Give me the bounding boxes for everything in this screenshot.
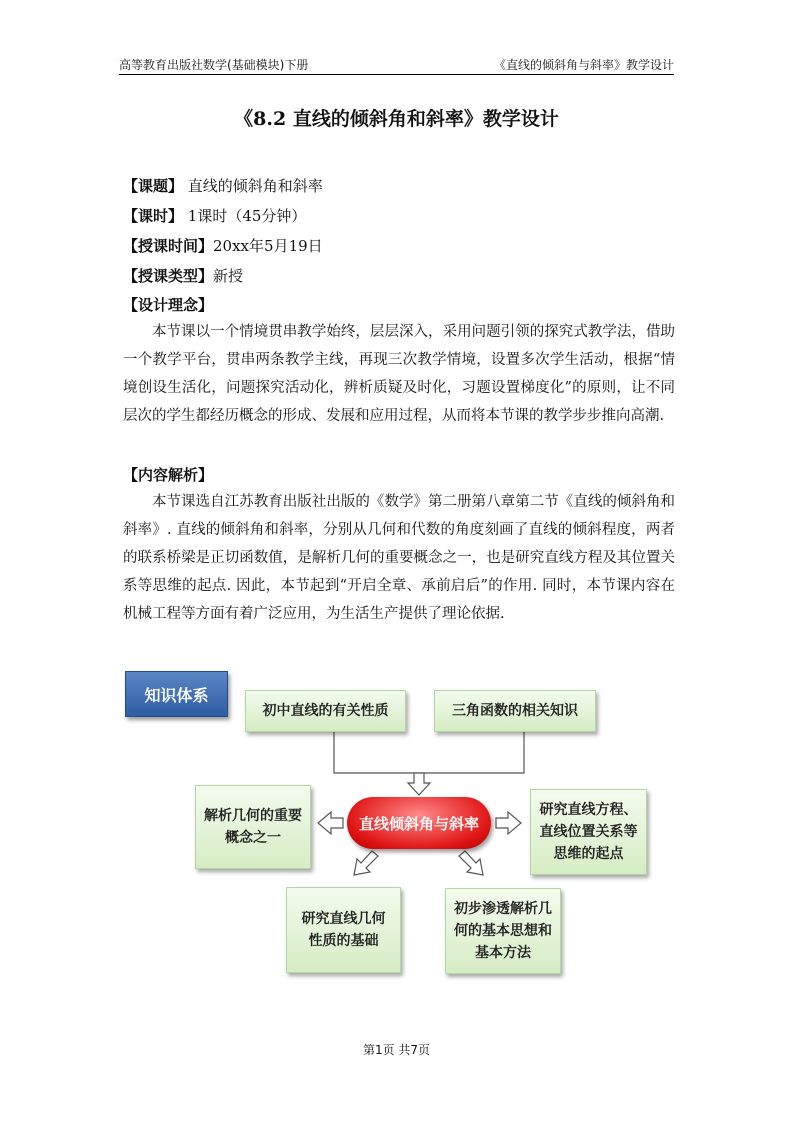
page-footer: 第1页 共7页 <box>362 1043 431 1057</box>
page-title: 《8.2 直线的倾斜角和斜率》教学设计 <box>234 108 559 130</box>
node-core: 直线倾斜角与斜率 <box>347 797 491 849</box>
content-text: 本节课选自江苏教育出版社出版的《数学》第二册第八章第二节《直线的倾斜角和斜率》. 直线的倾斜角和斜率，分别从几何和代数的角度刻画了直线的倾斜程度，两者的联系桥梁是正切函数值，是解析几何的重要概念之一，也是研究直线方程及其位置关系等思维的起点. 因此，本节起到“开启全章、承前启后”的作用. 同时，本节课内容在机械工程等方面有着广泛应用，为生活生产提供了理论依据. <box>123 494 675 622</box>
knowledge-system-label: 知识体系 <box>125 671 228 717</box>
header-left: 高等教育出版社数学(基础模块)下册 <box>119 58 309 72</box>
node-bottom-left: 研究直线几何性质的基础 <box>286 887 401 973</box>
meta-type: 【授课类型】新授 <box>123 267 244 285</box>
node-top-right: 三角函数的相关知识 <box>434 690 596 732</box>
meta-topic: 【课题】 直线的倾斜角和斜率 <box>123 177 323 195</box>
node-right: 研究直线方程、直线位置关系等思维的起点 <box>530 789 647 875</box>
content-heading: 【内容解析】 <box>123 466 214 484</box>
node-bottom-right: 初步渗透解析几何的基本思想和基本方法 <box>445 888 561 974</box>
design-text: 本节课以一个情境贯串教学始终，层层深入，采用问题引领的探究式教学法，借助一个教学平台，贯串两条教学主线，再现三次教学情境，设置多次学生活动，根据“情境创设生活化，问题探究活动化，辨析质疑及时化，习题设置梯度化”的原则，让不同层次的学生都经历概念的形成、发展和应用过程，从而将本节课的教学步步推向高潮. <box>123 324 675 424</box>
meta-time: 【授课时间】20xx年5月19日 <box>123 237 323 255</box>
node-left: 解析几何的重要概念之一 <box>195 785 311 869</box>
meta-hours: 【课时】 1课时（45分钟） <box>123 207 307 225</box>
design-heading: 【设计理念】 <box>123 296 214 314</box>
node-top-left: 初中直线的有关性质 <box>245 690 406 732</box>
header-right: 《直线的倾斜角与斜率》教学设计 <box>493 58 674 72</box>
